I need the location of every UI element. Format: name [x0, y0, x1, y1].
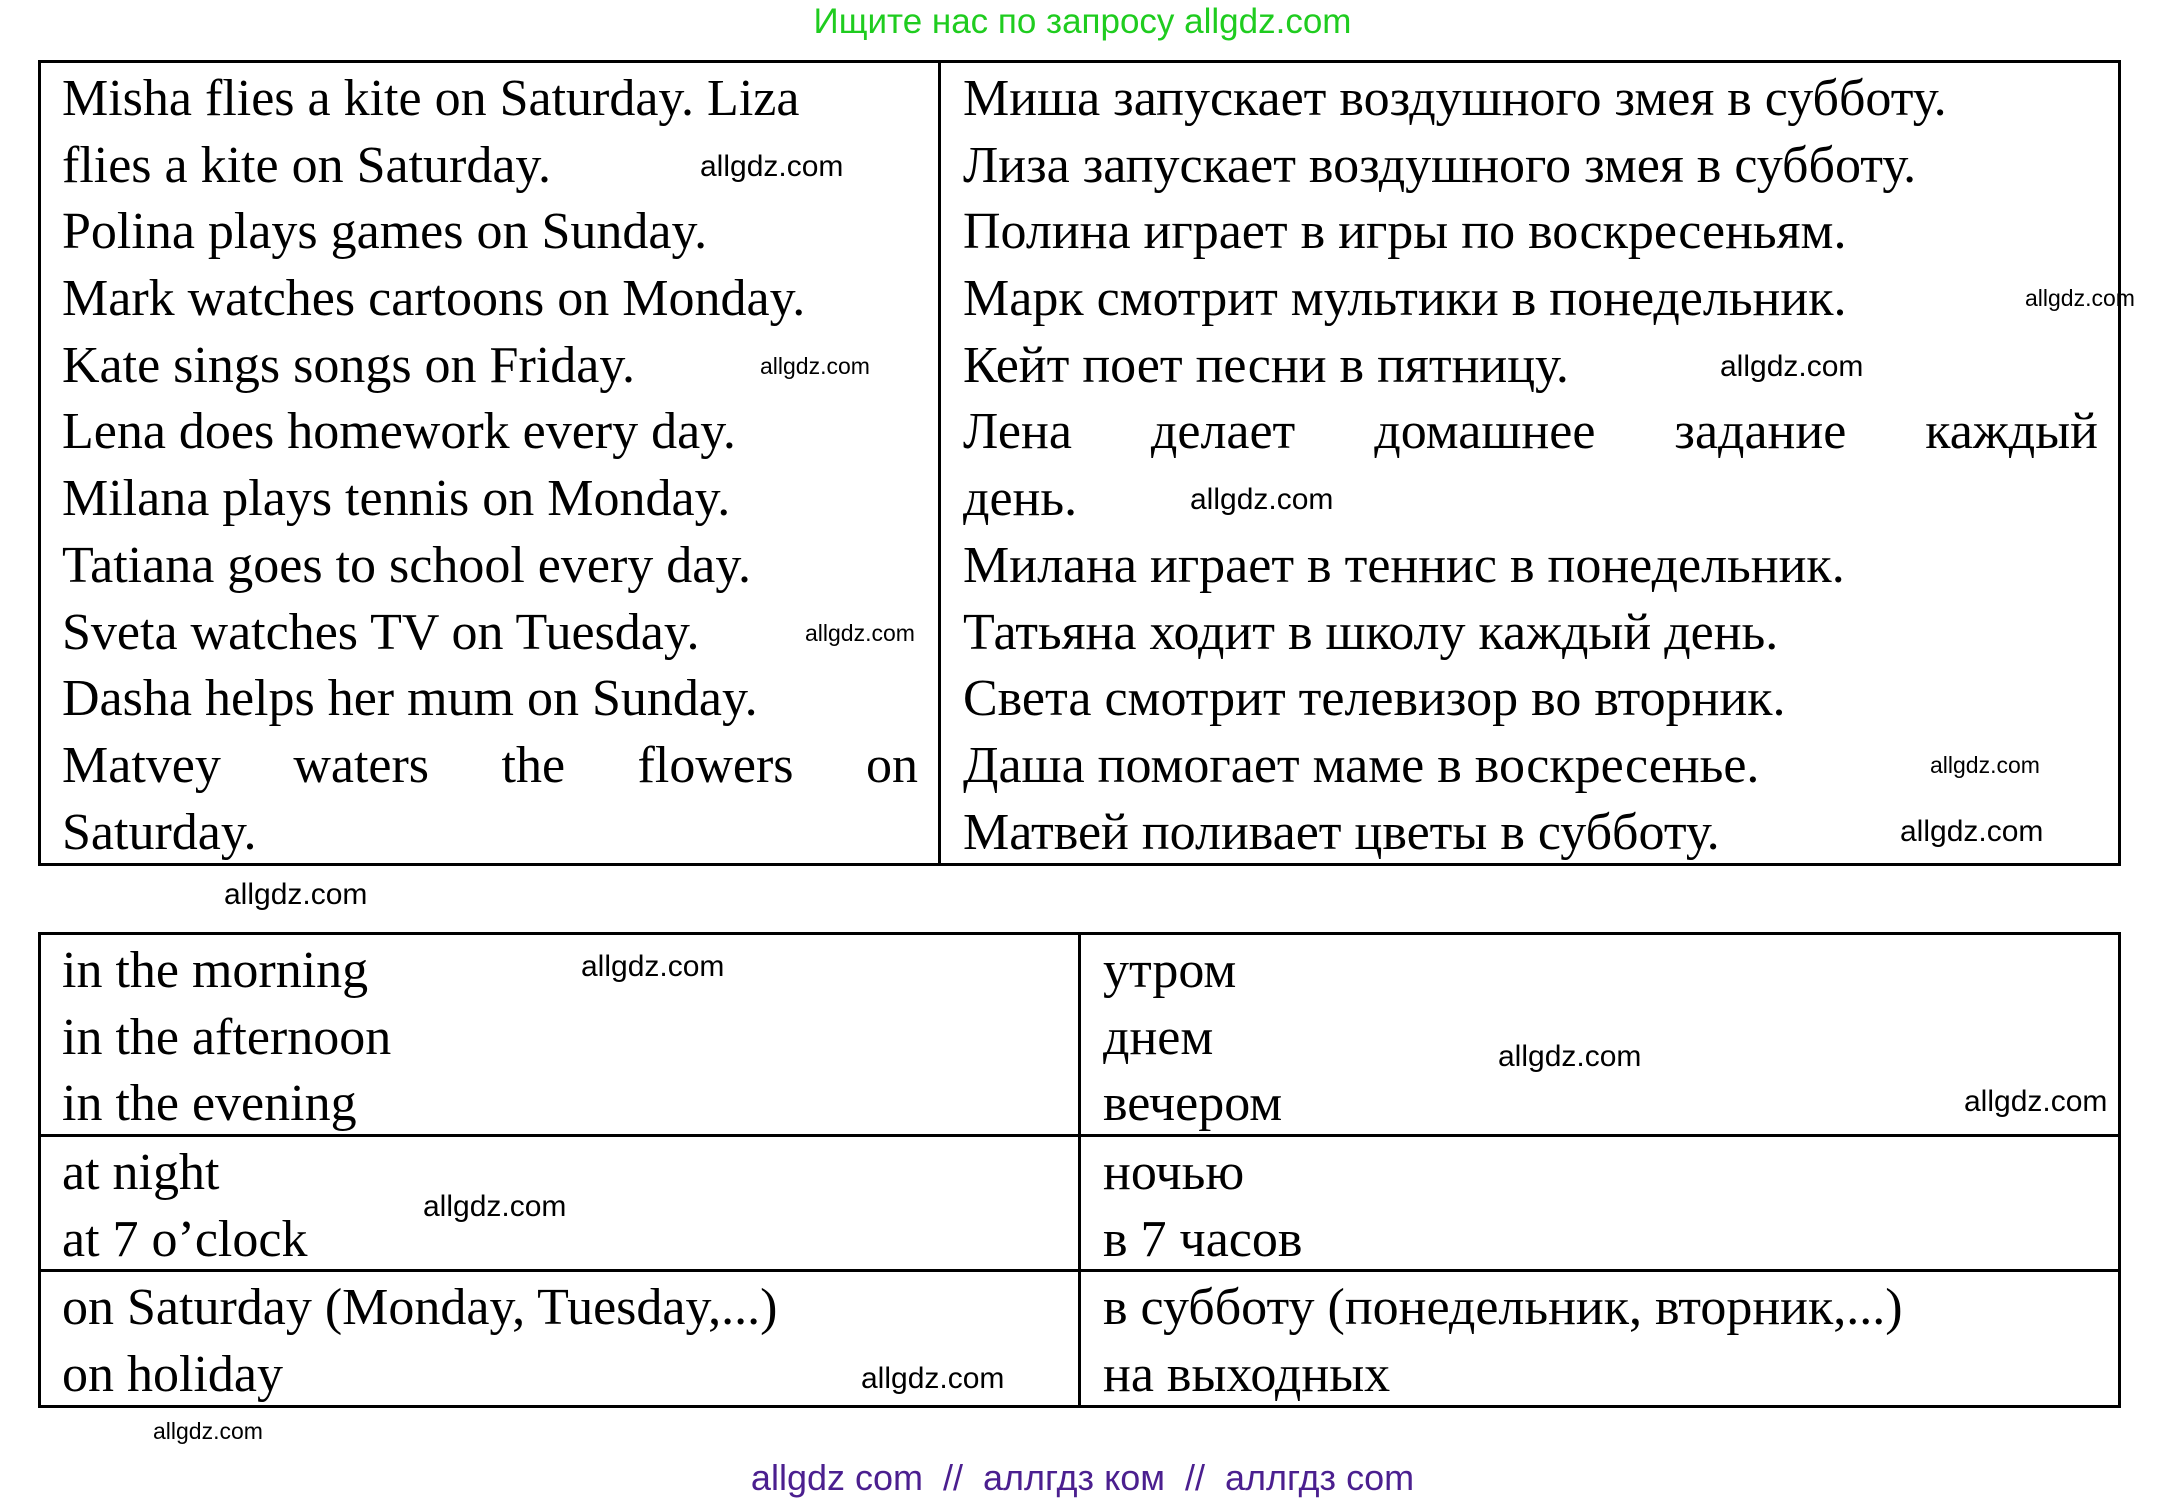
russian-phrase: в 7 часов — [1103, 1210, 1303, 1268]
russian-phrase: на выходных — [1103, 1345, 1391, 1403]
english-phrase: in the evening — [62, 1075, 357, 1133]
footer-links: allgdz com // аллгдз ком // аллгдз com — [750, 1457, 1415, 1498]
russian-phrase: ночью — [1103, 1144, 1245, 1201]
sentences-table-divider — [938, 60, 941, 866]
watermark: allgdz.com — [581, 950, 725, 983]
english-phrase: at night — [62, 1144, 220, 1201]
watermark: allgdz.com — [1930, 752, 2040, 778]
english-line: Saturday. — [62, 803, 257, 861]
watermark: allgdz.com — [1190, 483, 1334, 516]
russian-phrase: утром — [1103, 942, 1237, 999]
watermark: allgdz.com — [1900, 815, 2044, 848]
time-row-1-english — [62, 938, 391, 1138]
time-row-3-russian — [1103, 1275, 1903, 1408]
english-line: Lena does homework every day. — [62, 403, 736, 461]
russian-line: Матвей поливает цветы в субботу. — [963, 803, 1720, 861]
russian-line: Марк смотрит мультики в понедельник. — [963, 270, 1847, 328]
russian-line: день. — [963, 470, 1078, 528]
russian-phrase: днем — [1103, 1008, 1214, 1066]
russian-line: Лиза запускает воздушного змея в субботу. — [963, 136, 1917, 194]
watermark: allgdz.com — [153, 1418, 263, 1444]
english-phrase: on Saturday (Monday, Tuesday,...) — [62, 1279, 778, 1336]
time-row-1-russian — [1103, 938, 1282, 1138]
russian-line: Лена делает домашнее задание каждый — [963, 403, 2098, 461]
english-line: Kate sings songs on Friday. — [62, 336, 635, 394]
russian-line: Кейт поет песни в пятницу. — [963, 336, 1569, 394]
russian-line: Миша запускает воздушного змея в субботу. — [963, 70, 1947, 127]
watermark: allgdz.com — [805, 620, 915, 646]
english-phrase: on holiday — [62, 1345, 283, 1403]
russian-line: Полина играет в игры по воскресеньям. — [963, 203, 1847, 261]
russian-line: Даша помогает маме в воскресенье. — [963, 736, 1760, 794]
time-row-3-english — [62, 1275, 777, 1408]
time-table-divider — [1078, 932, 1081, 1408]
english-line: flies a kite on Saturday. — [62, 136, 552, 194]
watermark: allgdz.com — [1720, 350, 1864, 383]
english-phrase: in the afternoon — [62, 1008, 392, 1066]
time-table-row-divider — [38, 1269, 2121, 1272]
watermark: allgdz.com — [1498, 1040, 1642, 1073]
time-row-2-english — [62, 1140, 307, 1273]
watermark: allgdz.com — [1964, 1085, 2108, 1118]
english-phrase: in the morning — [62, 942, 369, 999]
watermark: allgdz.com — [2025, 285, 2135, 311]
watermark: allgdz.com — [224, 878, 368, 911]
time-row-2-russian — [1103, 1140, 1302, 1273]
russian-sentences-column — [963, 66, 2098, 866]
russian-phrase: вечером — [1103, 1075, 1283, 1133]
russian-line: Света смотрит телевизор во вторник. — [963, 670, 1786, 728]
english-sentences-column — [62, 66, 918, 866]
search-hint-banner: Ищите нас по запросу allgdz.com — [813, 2, 1352, 41]
watermark: allgdz.com — [861, 1362, 1005, 1395]
english-line: Tatiana goes to school every day. — [62, 536, 751, 594]
watermark: allgdz.com — [700, 150, 844, 183]
watermark: allgdz.com — [760, 353, 870, 379]
english-line: Mark watches cartoons on Monday. — [62, 270, 806, 328]
english-phrase: at 7 o’clock — [62, 1210, 308, 1268]
russian-line: Милана играет в теннис в понедельник. — [963, 536, 1845, 594]
english-line: Milana plays tennis on Monday. — [62, 470, 731, 528]
english-line: Polina plays games on Sunday. — [62, 203, 708, 261]
russian-phrase: в субботу (понедельник, вторник,...) — [1103, 1279, 1903, 1336]
english-line: Misha flies a kite on Saturday. Liza — [62, 70, 800, 127]
english-line: Dasha helps her mum on Sunday. — [62, 670, 758, 728]
english-line: Sveta watches TV on Tuesday. — [62, 603, 700, 661]
russian-line: Татьяна ходит в школу каждый день. — [963, 603, 1779, 661]
watermark: allgdz.com — [423, 1190, 567, 1223]
english-line: Matvey waters the flowers on — [62, 736, 918, 794]
